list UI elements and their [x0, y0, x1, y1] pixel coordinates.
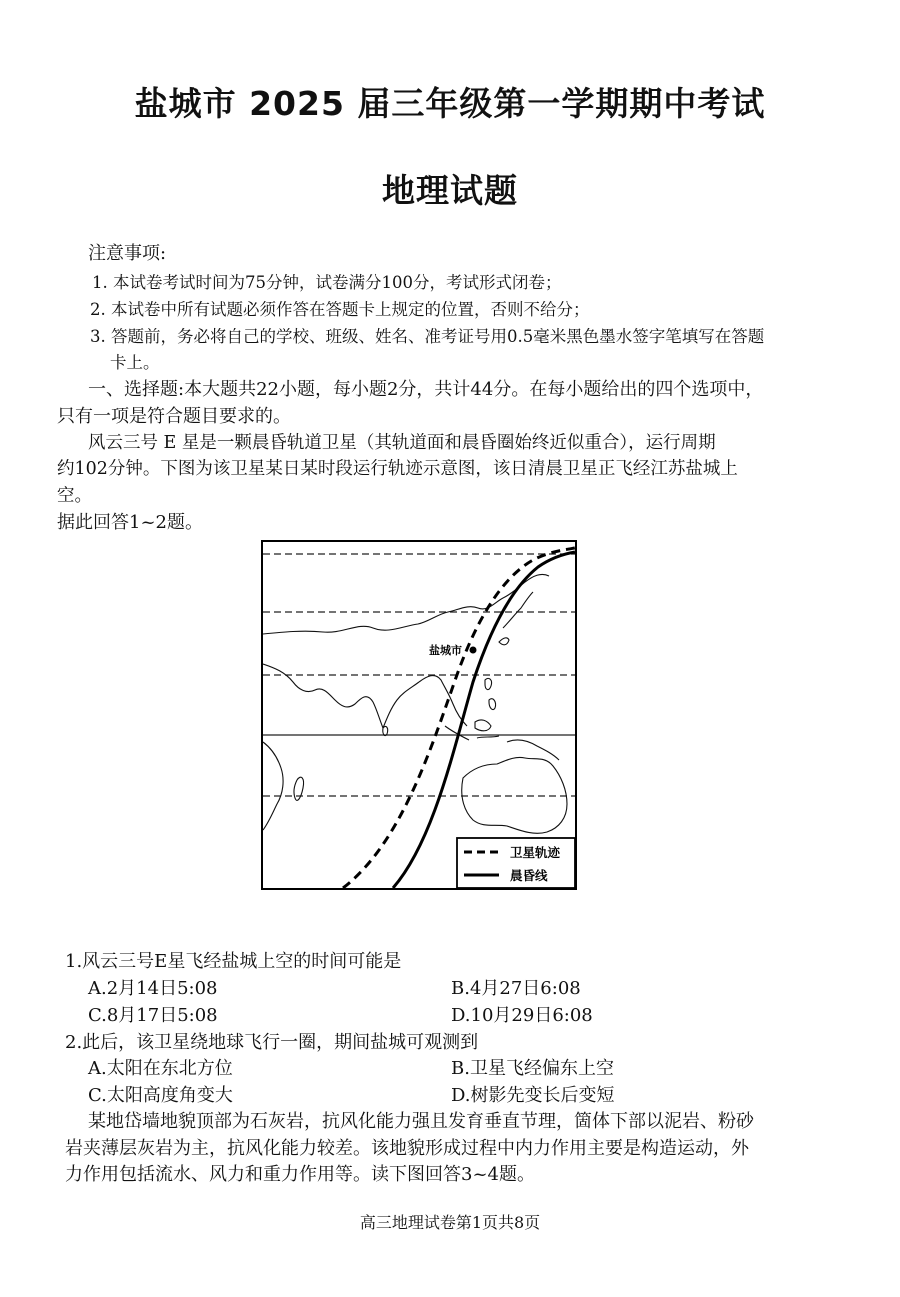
- page-footer: 高三地理试卷第1页共8页: [359, 1213, 541, 1232]
- q2-option-b: B.卫星飞经偏东上空: [451, 1058, 614, 1079]
- legend-track-label: 卫星轨迹: [510, 845, 561, 860]
- map-drawing: [263, 542, 575, 888]
- q1-option-c: C.8月17日5:08: [88, 1005, 218, 1026]
- q2-option-c: C.太阳高度角变大: [88, 1085, 233, 1106]
- notice-item-3-cont: 卡上。: [110, 353, 160, 372]
- yancheng-point: [470, 647, 477, 654]
- satellite-track-curve: [343, 548, 575, 888]
- south-asia-coast: [263, 664, 419, 728]
- land-outlines: [263, 574, 567, 833]
- notice-item-3: 3. 答题前，务必将自己的学校、班级、姓名、准考证号用0.5毫米黑色墨水签字笔填写在答题: [90, 327, 765, 346]
- q2-option-d: D.树影先变长后变短: [451, 1085, 615, 1106]
- section-instruction: 一、选择题:本大题共22小题，每小题2分，共计44分。在每小题给出的四个选项中，: [88, 379, 764, 400]
- passage2-line-1: 某地岱墙地貌顶部为石灰岩，抗风化能力强且发育垂直节理，箇体下部以泥岩、粉砂: [88, 1111, 754, 1132]
- map-legend: [457, 838, 575, 888]
- passage1-line-4: 据此回答1~2题。: [57, 512, 203, 533]
- passage1-line-3: 空。: [57, 486, 92, 506]
- new-guinea: [507, 740, 559, 760]
- yancheng-label: 盐城市: [429, 644, 462, 657]
- section-instruction-cont: 只有一项是符合题目要求的。: [57, 406, 291, 427]
- passage1-line-2: 约102分钟。下图为该卫星某日某时段运行轨迹示意图，该日清晨卫星正飞经江苏盐城上: [57, 459, 738, 479]
- sri-lanka: [383, 726, 388, 735]
- passage1-line-1: 风云三号 E 星是一颗晨昏轨道卫星（其轨道面和晨昏圈始终近似重合），运行周期: [88, 433, 716, 453]
- q1-option-d: D.10月29日6:08: [451, 1005, 593, 1026]
- question-1-stem: 1.风云三号E星飞经盐城上空的时间可能是: [65, 951, 402, 972]
- satellite-orbit-map: [261, 540, 577, 890]
- japan-korea: [499, 592, 533, 645]
- africa-east-coast: [263, 742, 283, 830]
- question-2-stem: 2.此后，该卫星绕地球飞行一圈，期间盐城可观测到: [65, 1032, 479, 1053]
- q1-option-a: A.2月14日5:08: [88, 978, 218, 999]
- philippines: [485, 678, 496, 709]
- q2-option-a: A.太阳在东北方位: [88, 1058, 233, 1079]
- notice-item-2: 2. 本试卷中所有试题必须作答在答题卡上规定的位置，否则不给分；: [90, 300, 590, 319]
- subject-title: 地理试题: [382, 171, 518, 210]
- notice-item-1: 1. 本试卷考试时间为75分钟，试卷满分100分，考试形式闭卷；: [92, 273, 562, 292]
- indonesia-islands: [445, 720, 499, 740]
- passage2-line-2: 岩夹薄层灰岩为主，抗风化能力较差。该地貌形成过程中内力作用主要是构造运动，外: [65, 1138, 749, 1159]
- passage2-line-3: 力作用包括流水、风力和重力作用等。读下图回答3~4题。: [65, 1164, 535, 1185]
- notice-heading: 注意事项:: [88, 243, 167, 264]
- australia: [462, 757, 567, 833]
- exam-title: 盐城市 2025 届三年级第一学期期中考试: [134, 84, 766, 123]
- latitude-lines: [263, 554, 575, 796]
- madagascar: [294, 777, 304, 800]
- legend-terminator-label: 晨昏线: [510, 868, 548, 883]
- q1-option-b: B.4月27日6:08: [451, 978, 581, 999]
